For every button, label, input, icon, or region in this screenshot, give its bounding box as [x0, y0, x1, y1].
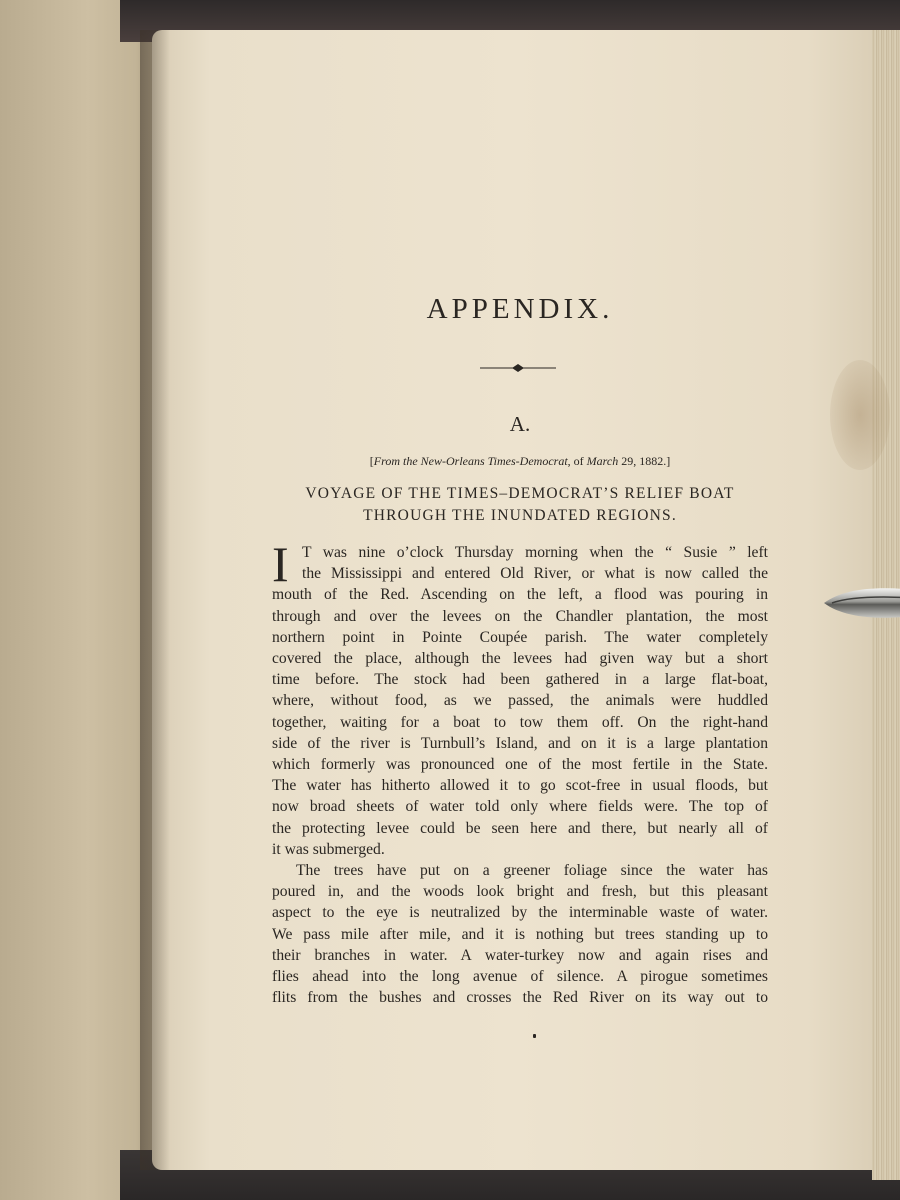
drop-cap: I [272, 536, 289, 592]
source-of: , of [567, 454, 584, 468]
body-line: the protecting levee could be seen here and there, but nearly all of [272, 819, 768, 837]
body-line: through and over the levees on the Chandler plantation, the most [272, 607, 768, 625]
bookmark-clip-icon [824, 584, 900, 622]
body-line: where, without food, as we passed, the animals were huddled [272, 692, 768, 710]
body-line: together, waiting for a boat to tow them off. On the right-hand [272, 713, 768, 731]
body-line: side of the river is Turnbull’s Island, and on it is a large plantation [272, 734, 768, 752]
source-date: 29, 1882.] [618, 454, 671, 468]
body-line: flies ahead into the long avenue of silence. A pirogue sometimes [272, 968, 768, 986]
body-line: time before. The stock had been gathered in a large flat-boat, [272, 671, 768, 689]
body-line: their branches in water. A water-turkey now and again rises and [272, 946, 768, 964]
source-citation [272, 454, 768, 469]
headline-line-1: VOYAGE OF THE TIMES–DEMOCRAT’S RELIEF BOAT [305, 485, 735, 502]
body-line: poured in, and the woods look bright and fresh, but this pleasant [272, 883, 768, 901]
article-body [272, 536, 768, 1008]
section-letter: A. [509, 412, 531, 436]
body-line: it was submerged. [272, 840, 385, 858]
source-month: March [586, 454, 619, 468]
page-speck [533, 1034, 536, 1038]
body-line: T was nine o’clock Thursday morning when the “ Susie ” left [302, 544, 768, 561]
left-facing-page [0, 0, 160, 1200]
body-line: the Mississippi and entered Old River, or what is now called the [302, 565, 768, 583]
body-line: covered the place, although the levees had given way but a short [272, 650, 768, 668]
body-line: which formerly was pronounced one of the most fertile in the State. [272, 756, 768, 774]
body-line: flits from the bushes and crosses the Red River on its way out to [272, 989, 768, 1007]
source-open-bracket: [ [369, 454, 374, 468]
body-line: We pass mile after mile, and it is nothing but trees standing up to [272, 925, 768, 943]
page-gutter-shadow [140, 30, 170, 1170]
paper-stain [830, 360, 890, 470]
body-line: now broad sheets of water told only where fields were. The top of [272, 798, 768, 816]
headline-line-2: THROUGH THE INUNDATED REGIONS. [363, 507, 677, 524]
body-line: mouth of the Red. Ascending on the left, a flood was pouring in [272, 586, 768, 604]
page-title: APPENDIX. [426, 293, 614, 325]
ornament-divider-icon [480, 361, 556, 375]
body-line: northern point in Pointe Coupée parish. The water completely [272, 628, 768, 646]
body-line: The water has hitherto allowed it to go scot-free in usual floods, but [272, 777, 768, 795]
source-newspaper: From the New-Orleans Times-Democrat [373, 454, 568, 468]
body-line: The trees have put on a greener foliage since the water has [296, 862, 768, 880]
article-headline [272, 483, 768, 527]
body-line: aspect to the eye is neutralized by the interminable waste of water. [272, 904, 768, 922]
